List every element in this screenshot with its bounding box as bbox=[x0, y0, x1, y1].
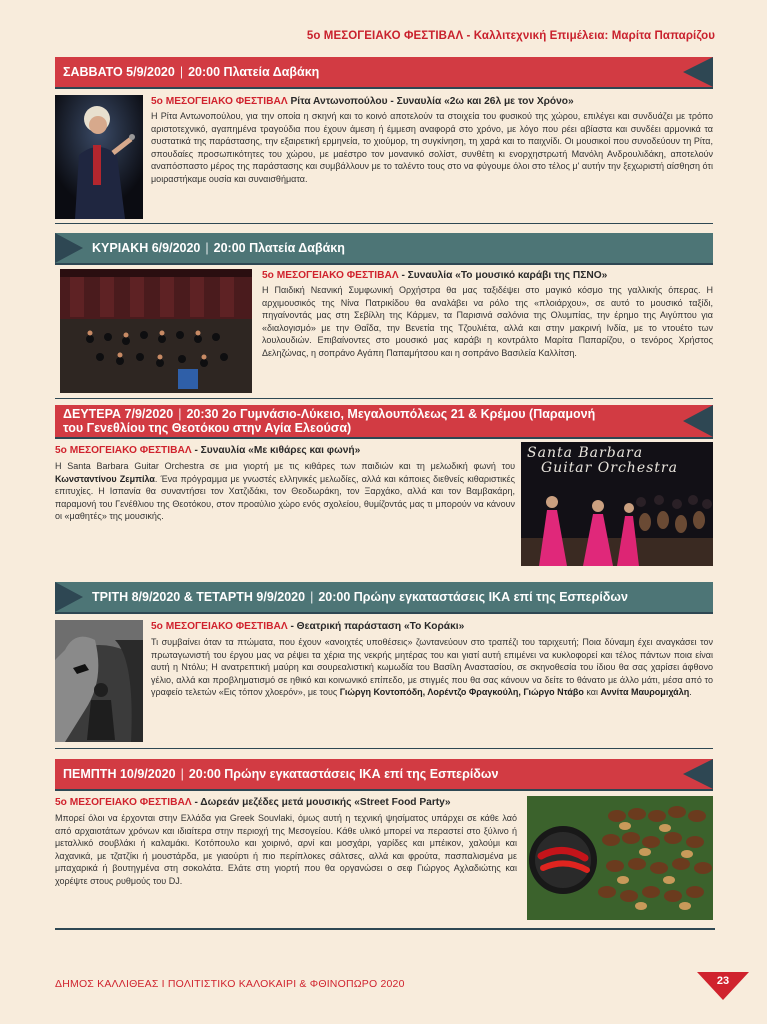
event-date: ΣΑΒΒΑΤΟ 5/9/2020 bbox=[63, 65, 175, 79]
photo-rita-antonopoulou bbox=[55, 95, 143, 219]
photo-orchestra bbox=[60, 269, 252, 393]
event-bar-tuesday-wednesday: ΤΡΙΤΗ 8/9/2020 & ΤΕΤΑΡΤΗ 9/9/2020 | 20:00 Πρώην εγκαταστάσεις ΙΚΑ επί της Εσπερίδων bbox=[55, 582, 713, 612]
photo-caption: Santa Barbara Guitar Orchestra bbox=[527, 445, 678, 476]
event-date: ΠΕΜΠΤΗ 10/9/2020 bbox=[63, 767, 176, 781]
event-description: Η Ρίτα Αντωνοπούλου, για την οποία η σκηνή και το κοινό αποτελούν τα στοιχεία του φυσικού της χώρου, επιλέγει και συνδυάζει με τρόπο αριστοτεχνικό, αγαπημένα τραγούδια που έχουν άμεση ή έμμεση αναφορά στο χρόνο, με λόγο που ρέει αβίαστα και συνδέει αρμονικά τα συστατικά της παράστασης, την εξαιρετική ερμηνεία, το χιούμορ, τη συγκίνηση, τη χαρά και το παιχνίδι. Οι μουσικοί που συνοδεύουν τη Ρίτα, σπουδαίες προσωπικότητες του χώρου, με μαέστρο τον μονανικό σολίστ, συνθέτη κι ενορχηστρωτή Μανόλη Ανδρουλιδάκη, αποτελούν αναπόσπαστο μέρος της παράστασης και συμβάλλουν με το ταλέντο τους στο να φύγουμε όλοι στο τέλος μ' αυτήν την ξεχωριστή αίσθηση ότι μοιραστήκαμε ουσία και συναισθήματα. bbox=[151, 111, 713, 184]
event-description: Μπορεί όλοι να έρχονται στην Ελλάδα για Greek Souvlaki, όμως αυτή η τεχνική ψησίματος υπάρχει σε κάθε λαό από αρχαιοτάτων χρόνων και ιδιαίτερα στην περιοχή της Μεσογείου. Κάθε υλικό μπορεί να περαστεί στο ξύλινο ή μεταλλικό σουβλάκι ή καλαμάκι. Κοτόπουλο και χοιρινό, αρνί και μοσχάρι, γαρίδες και μπέικον, χαλούμι και λαχανικά, με τζατζίκι ή μουστάρδα, με γιαούρτι ή πιο περίπλοκες σάλτσες, αλλά και φρούτα, πασπαλισμένα με μπαχαρικά ή βουτηγμένα στη σοκολάτα. Ελάτε στη γιορτή που θα οργανώσει ο σεφ Γιώργος Αχλαδιώτης και χορέψτε στους ρυθμούς του DJ. bbox=[55, 813, 517, 886]
photo-street-food bbox=[527, 796, 713, 920]
page-number: 23 bbox=[697, 972, 749, 1000]
event-description: Η Παιδική Νεανική Συμφωνική Ορχήστρα θα μας ταξιδέψει στο μαγικό κόσμο της γαλλικής όπερας. Η αρχιμουσικός της Νίνα Πατρικίδου θα αναλάβει να ρόλο της «πλοιάρχου», σε αυτό το μουσικό ταξίδι, πηγαίνοντάς μας στη Σεβίλλη της Κάρμεν, τα Παρισινά σαλόνια της Ολυμπίας, την έρημο της Αιγύπτου για «διαλογισμό» με την Θαΐδα, την Βενετία της Τζουλιέτα, αλλά και στην μακρινή Ινδία, με το ντουέτο των λουλουδιών. Επιβαίνοντες στο μουσικό μας καράβι η κοντράλτο Μαρίτα Παπαρίζου, ο τενόρος Χρήστος Δεληζώνας, η σοπράνο Αγάπη Παπαμήτσου και η σοπράνο Βασιλεία Καλλίτση. bbox=[262, 285, 713, 358]
page-header: 5ο ΜΕΣΟΓΕΙΑΚΟ ΦΕΣΤΙΒΑΛ - Καλλιτεχνική Επιμέλεια: Μαρίτα Παπαρίζου bbox=[306, 30, 715, 42]
photo-the-raven bbox=[55, 620, 143, 742]
event-block-2 bbox=[262, 269, 713, 359]
event-description: Η Santa Barbara Guitar Orchestra σε μια γιορτή με τις κιθάρες των παιδιών και τη μελωδική φωνή του Κωνσταντίνου Ζεμπίλα. Ένα πρόγραμμα με γνωστές ελληνικές μελωδίες, αλλά και κάποιες διεθνείς κιθαριστικές επιτυχίες. Η Ισπανία θα συναντήσει τον Χατζιδάκι, τον Θεοδωράκη, τον Ξαρχάκο, αλλά και τον Βαμβακάρη, παραμονή του Γενέθλιου της Θεοτόκου, στον προαύλιο χώρο ενός σχολείου, θυμίζοντάς μας τι μπορούν να κάνουν οι «μαθητές» της μουσικής. bbox=[55, 461, 515, 521]
event-title: 5ο ΜΕΣΟΓΕΙΑΚΟ ΦΕΣΤΙΒΑΛ - Δωρεάν μεζέδες μετά μουσικής «Street Food Party» bbox=[55, 797, 451, 808]
event-time-place-cont: του Γενεθλίου της Θεοτόκου στην Αγία Ελεούσα) bbox=[63, 421, 352, 435]
photo-guitar-orchestra bbox=[521, 442, 713, 566]
event-date: ΤΡΙΤΗ 8/9/2020 & ΤΕΤΑΡΤΗ 9/9/2020 bbox=[92, 590, 306, 604]
event-time-place: 20:00 Πρώην εγκαταστάσεις ΙΚΑ επί της Εσπερίδων bbox=[318, 590, 628, 604]
event-description: Τι συμβαίνει όταν τα πτώματα, που έχουν «ανοιχτές υποθέσεις» ζωντανεύουν στο τραπέζι του ταριχευτή; Ποια δύναμη έχει αναγκάσει τον πρωταγωνιστή του έργου μας να ρέψει τα χέρια της νεκρής μητέρας του και γιατί αυτή επιμένει να κυκλοφορεί και τέλος πάντων ποια είναι αυτή η Ντόλυ; Η ανατρεπτική μαύρη και σουρεαλιστική κωμωδία του Βασίλη Αναστασίου, σε σκηνοθεσία του ίδιου θα σας χαρίσει άφθονο γέλιο, αλλά και προβληματισμό σε ηθικό και κοινωνικό επίπεδο, με στιγμές που θα σας κάνουν να δείτε το θάνατο με άλλο μάτι, μέσα από το γραφείο τελετών «Εις τόπον χλοερόν», με τους Γιώργη Κοντοπόδη, Λορέντζο Φραγκούλη, Γιώργο Ντάβο και Αννίτα Μαυρομιχάλη. bbox=[151, 637, 713, 697]
event-block-3 bbox=[55, 444, 515, 523]
event-title: 5ο ΜΕΣΟΓΕΙΑΚΟ ΦΕΣΤΙΒΑΛ - Συναυλία «Με κιθάρες και φωνή» bbox=[55, 445, 361, 456]
event-block-4 bbox=[151, 620, 713, 699]
event-block-1 bbox=[151, 95, 713, 185]
event-date: ΚΥΡΙΑΚΗ 6/9/2020 bbox=[92, 241, 201, 255]
event-time-place: 20:00 Πλατεία Δαβάκη bbox=[188, 65, 320, 79]
event-date: ΔΕΥΤΕΡΑ 7/9/2020 bbox=[63, 407, 174, 421]
event-bar-thursday: ΠΕΜΠΤΗ 10/9/2020 | 20:00 Πρώην εγκαταστάσεις ΙΚΑ επί της Εσπερίδων bbox=[55, 759, 713, 789]
event-title: 5ο ΜΕΣΟΓΕΙΑΚΟ ΦΕΣΤΙΒΑΛ - Συναυλία «Το μουσικό καράβι της ΠΣΝΟ» bbox=[262, 270, 608, 281]
event-title: 5ο ΜΕΣΟΓΕΙΑΚΟ ΦΕΣΤΙΒΑΛ Ρίτα Αντωνοπούλου - Συναυλία «2ω και 26λ με τον Χρόνο» bbox=[151, 96, 574, 107]
event-bar-saturday: ΣΑΒΒΑΤΟ 5/9/2020 | 20:00 Πλατεία Δαβάκη bbox=[55, 57, 713, 87]
event-bar-sunday: ΚΥΡΙΑΚΗ 6/9/2020 | 20:00 Πλατεία Δαβάκη bbox=[55, 233, 713, 263]
event-title: 5ο ΜΕΣΟΓΕΙΑΚΟ ΦΕΣΤΙΒΑΛ - Θεατρική παράσταση «Το Κοράκι» bbox=[151, 621, 465, 632]
footer-text: ΔΗΜΟΣ ΚΑΛΛΙΘΕΑΣ Ι ΠΟΛΙΤΙΣΤΙΚΟ ΚΑΛΟΚΑΙΡΙ & ΦΘΙΝΟΠΩΡΟ 2020 bbox=[55, 978, 405, 990]
event-time-place: 20:30 2ο Γυμνάσιο-Λύκειο, Μεγαλουπόλεως 21 & Κρέμου (Παραμονή bbox=[186, 407, 596, 421]
event-time-place: 20:00 Πλατεία Δαβάκη bbox=[213, 241, 345, 255]
event-bar-monday: ΔΕΥΤΕΡΑ 7/9/2020 | 20:30 2ο Γυμνάσιο-Λύκειο, Μεγαλουπόλεως 21 & Κρέμου (Παραμονή του Γενεθλίου της Θεοτόκου στην Αγία Ελεούσα) bbox=[55, 405, 713, 437]
event-block-5 bbox=[55, 796, 517, 887]
event-time-place: 20:00 Πρώην εγκαταστάσεις ΙΚΑ επί της Εσπερίδων bbox=[188, 767, 499, 781]
